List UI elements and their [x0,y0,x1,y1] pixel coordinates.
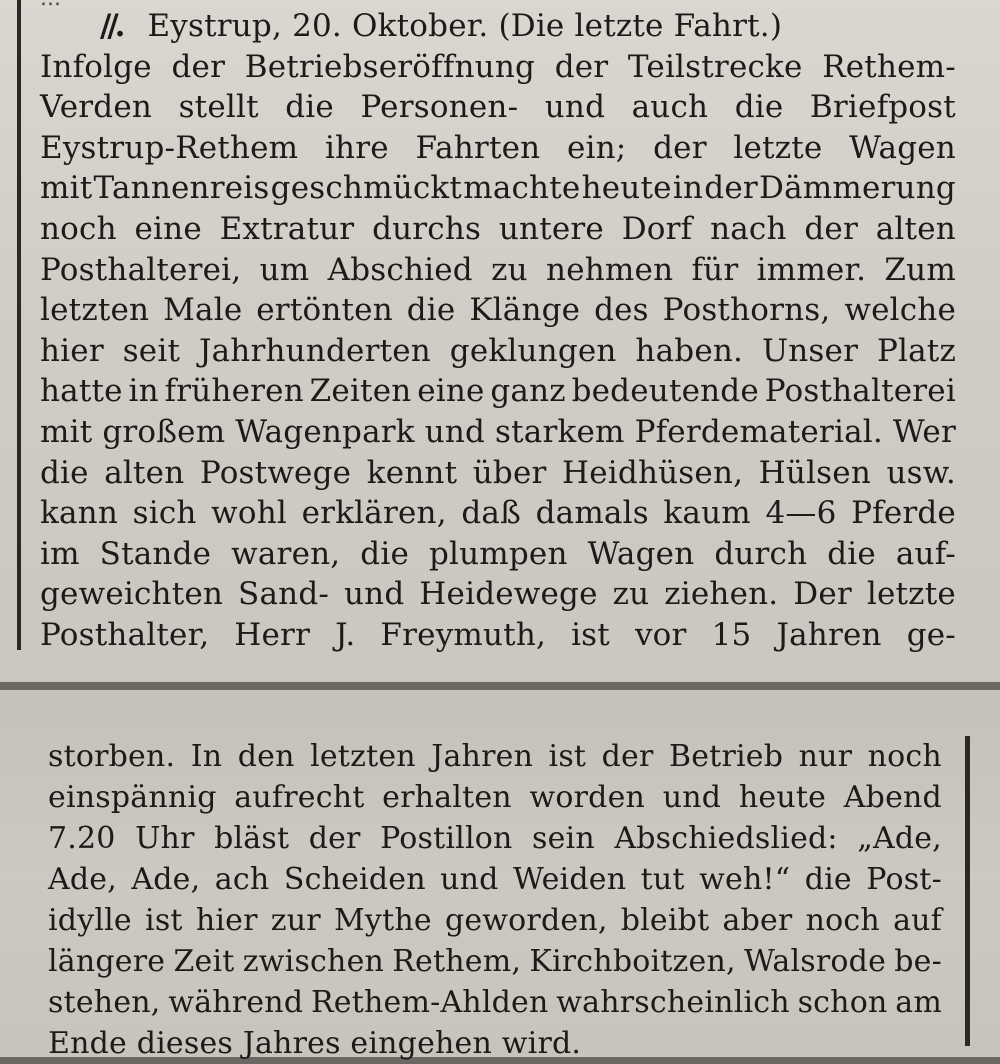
cut-off-text-fragment [40,0,61,11]
article-dateline [40,6,956,47]
article-line: die alten Postwege kennt über Heidhüsen, Hülsen usw. [40,454,956,491]
article-line: einspännig aufrecht erhalten worden und heute Abend [48,780,942,815]
newspaper-clipping-bottom [0,690,1000,1061]
article-line: 7.20 Uhr bläst der Postillon sein Abschiedslied: „Ade, [48,821,942,856]
article-line: hatte in früheren Zeiten eine ganz bedeutende Posthalterei [40,373,956,410]
article-line: im Stande waren, die plumpen Wagen durch die auf- [40,535,956,572]
article-line: hier seit Jahrhunderten geklungen haben. Unser Platz [40,332,956,369]
column-rule-right [965,736,970,1046]
article-line: Posthalter, Herr J. Freymuth, ist vor 15 Jahren ge- [40,616,956,653]
article-line: stehen, während Rethem-Ahlden wahrscheinlich schon am [48,985,942,1020]
article-line: längere Zeit zwischen Rethem, Kirchboitzen, Walsrode be- [48,944,942,979]
article-line: idylle ist hier zur Mythe geworden, bleibt aber noch auf [48,903,942,938]
article-line: noch eine Extratur durchs untere Dorf nach der alten [40,210,956,247]
article-line: Posthalterei, um Abschied zu nehmen für immer. Zum [40,251,956,288]
article-line: geweichten Sand- und Heidewege zu ziehen. Der letzte [40,576,956,613]
article-line: storben. In den letzten Jahren ist der Betrieb nur noch [48,739,942,774]
dateline-mark: //. [100,8,122,44]
article-line: mit großem Wagenpark und starkem Pferdematerial. Wer [40,413,956,450]
article-line: kann sich wohl erklären, daß damals kaum 4—6 Pferde [40,495,956,532]
article-line: Eystrup-Rethem ihre Fahrten ein; der letzte Wagen [40,129,956,166]
article-line: Eystrup, 20. Oktober. (Die letzte Fahrt.) [147,8,783,44]
article-line: Ende dieses Jahres eingehen wird. [48,1026,582,1061]
column-rule-left [17,0,21,650]
article-line: Ade, Ade, ach Scheiden und Weiden tut weh!“ die Post- [48,862,942,897]
article-line: Infolge der Betriebseröffnung der Teilstrecke Rethem- [40,48,956,85]
article-line: letzten Male ertönten die Klänge des Posthorns, welche [40,292,956,329]
article-line: mit Tannenreis geschmückt machte heute in der Dämmerung [40,170,956,207]
article-line: Verden stellt die Personen- und auch die Briefpost [40,89,956,126]
